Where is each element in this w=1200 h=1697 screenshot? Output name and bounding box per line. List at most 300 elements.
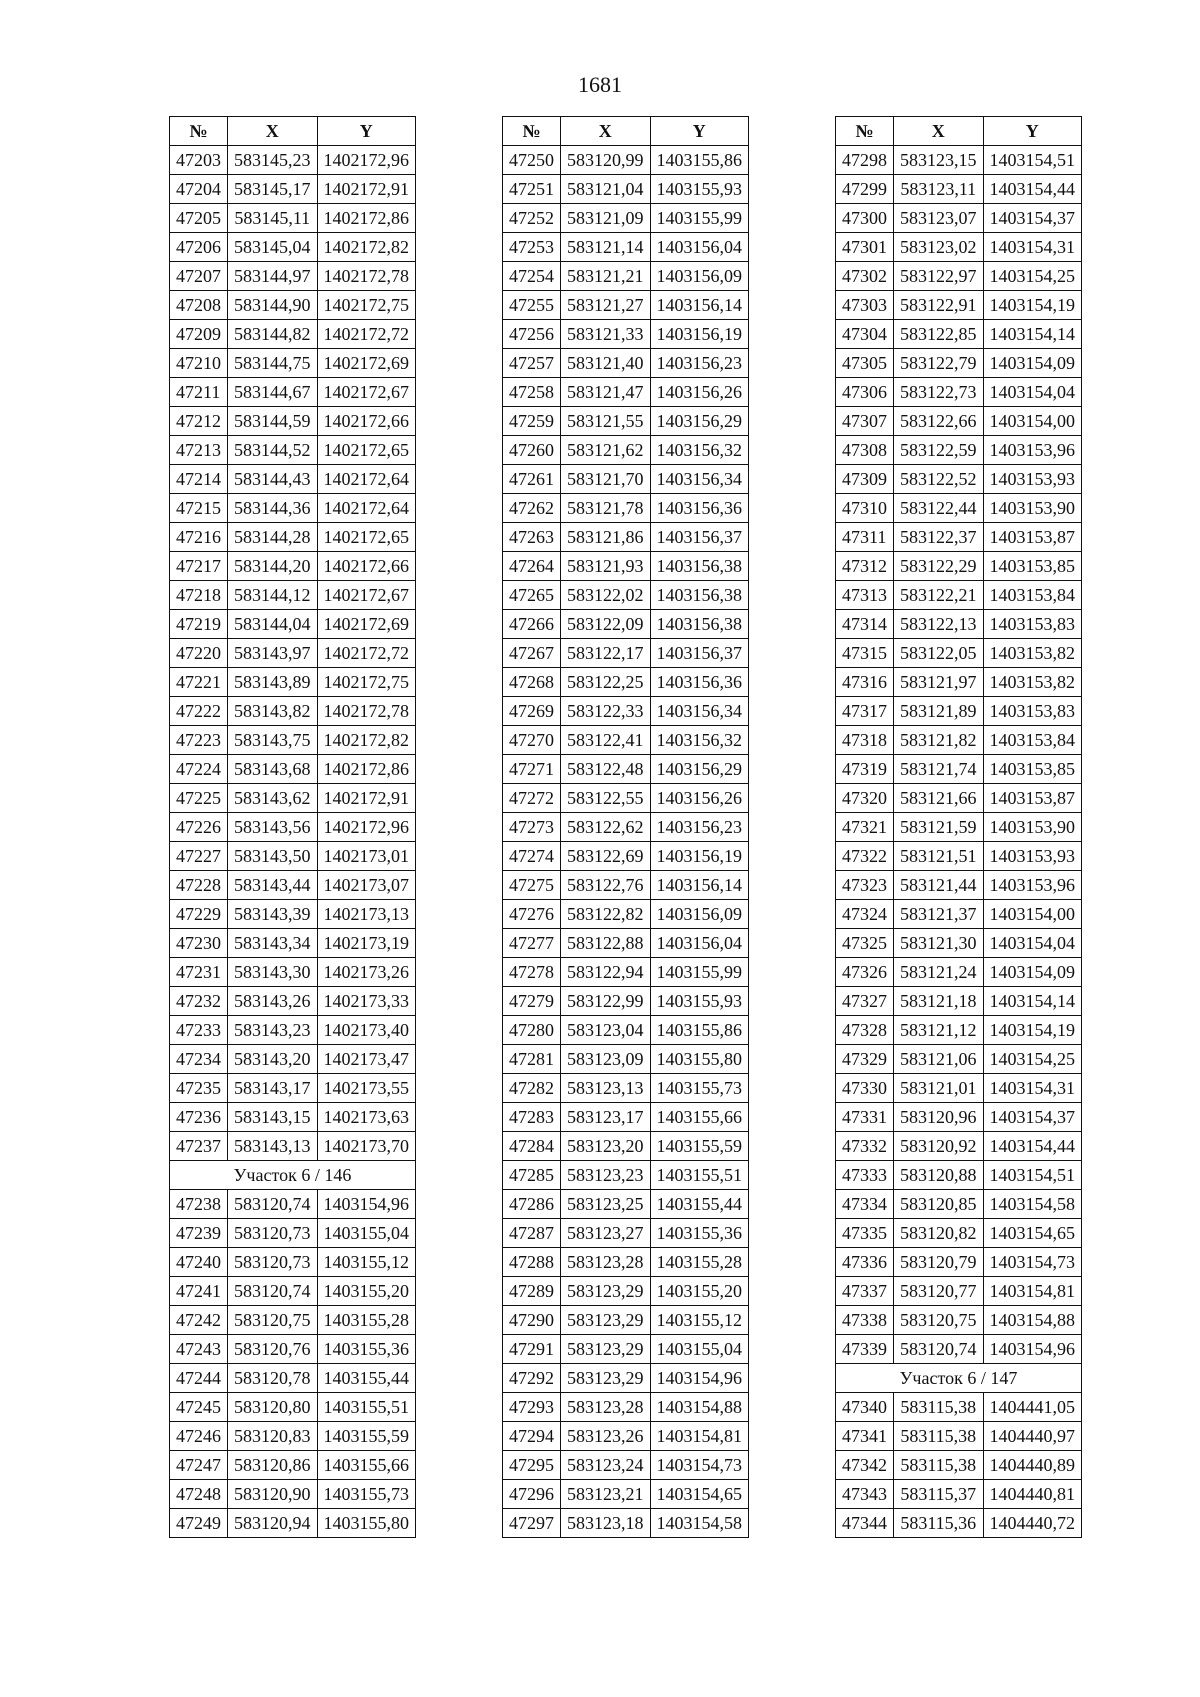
y-coordinate: 1403153,96: [983, 871, 1082, 900]
y-coordinate: 1402173,01: [317, 842, 416, 871]
y-coordinate: 1402172,78: [317, 697, 416, 726]
point-number: 47305: [836, 349, 894, 378]
point-number: 47317: [836, 697, 894, 726]
x-coordinate: 583120,77: [894, 1277, 984, 1306]
table-row: [836, 1509, 1082, 1538]
point-number: 47234: [170, 1045, 228, 1074]
x-coordinate: 583123,20: [561, 1132, 651, 1161]
y-coordinate: 1403153,84: [983, 726, 1082, 755]
table-row: [836, 465, 1082, 494]
y-coordinate: 1404440,81: [983, 1480, 1082, 1509]
table-row: [836, 1161, 1082, 1190]
header-x: X: [561, 117, 651, 146]
point-number: 47315: [836, 639, 894, 668]
y-coordinate: 1403155,73: [650, 1074, 749, 1103]
point-number: 47258: [503, 378, 561, 407]
y-coordinate: 1403154,04: [983, 378, 1082, 407]
point-number: 47213: [170, 436, 228, 465]
table-row: [503, 552, 749, 581]
x-coordinate: 583122,02: [561, 581, 651, 610]
x-coordinate: 583120,75: [894, 1306, 984, 1335]
x-coordinate: 583121,97: [894, 668, 984, 697]
point-number: 47328: [836, 1016, 894, 1045]
x-coordinate: 583123,09: [561, 1045, 651, 1074]
y-coordinate: 1403155,93: [650, 987, 749, 1016]
point-number: 47302: [836, 262, 894, 291]
x-coordinate: 583122,69: [561, 842, 651, 871]
point-number: 47249: [170, 1509, 228, 1538]
table-row: [170, 784, 416, 813]
table-row: [836, 146, 1082, 175]
x-coordinate: 583121,40: [561, 349, 651, 378]
y-coordinate: 1403154,19: [983, 291, 1082, 320]
point-number: 47299: [836, 175, 894, 204]
point-number: 47240: [170, 1248, 228, 1277]
y-coordinate: 1402173,33: [317, 987, 416, 1016]
y-coordinate: 1403156,38: [650, 552, 749, 581]
table-row: [170, 552, 416, 581]
table-row: [170, 1103, 416, 1132]
x-coordinate: 583123,18: [561, 1509, 651, 1538]
table-row: [503, 958, 749, 987]
x-coordinate: 583122,25: [561, 668, 651, 697]
x-coordinate: 583123,13: [561, 1074, 651, 1103]
table-row: [503, 1364, 749, 1393]
point-number: 47229: [170, 900, 228, 929]
y-coordinate: 1403156,36: [650, 494, 749, 523]
table-row: [170, 900, 416, 929]
x-coordinate: 583122,09: [561, 610, 651, 639]
table-row: [170, 1422, 416, 1451]
table-row: [503, 494, 749, 523]
point-number: 47215: [170, 494, 228, 523]
table-row: [170, 494, 416, 523]
point-number: 47287: [503, 1219, 561, 1248]
table-row: [170, 581, 416, 610]
y-coordinate: 1402172,72: [317, 639, 416, 668]
x-coordinate: 583122,76: [561, 871, 651, 900]
point-number: 47230: [170, 929, 228, 958]
point-number: 47342: [836, 1451, 894, 1480]
point-number: 47207: [170, 262, 228, 291]
y-coordinate: 1404440,97: [983, 1422, 1082, 1451]
y-coordinate: 1403156,09: [650, 262, 749, 291]
y-coordinate: 1403156,14: [650, 871, 749, 900]
x-coordinate: 583121,06: [894, 1045, 984, 1074]
section-row: [170, 1161, 416, 1190]
x-coordinate: 583121,66: [894, 784, 984, 813]
table-row: [170, 1509, 416, 1538]
x-coordinate: 583143,17: [228, 1074, 318, 1103]
x-coordinate: 583115,38: [894, 1393, 984, 1422]
point-number: 47226: [170, 813, 228, 842]
y-coordinate: 1402173,55: [317, 1074, 416, 1103]
table-row: [503, 697, 749, 726]
y-coordinate: 1403154,73: [650, 1451, 749, 1480]
y-coordinate: 1403156,34: [650, 465, 749, 494]
x-coordinate: 583121,93: [561, 552, 651, 581]
x-coordinate: 583122,05: [894, 639, 984, 668]
y-coordinate: 1403155,44: [650, 1190, 749, 1219]
y-coordinate: 1402172,69: [317, 349, 416, 378]
point-number: 47298: [836, 146, 894, 175]
point-number: 47233: [170, 1016, 228, 1045]
point-number: 47324: [836, 900, 894, 929]
x-coordinate: 583143,44: [228, 871, 318, 900]
x-coordinate: 583121,51: [894, 842, 984, 871]
table-row: [170, 1451, 416, 1480]
point-number: 47288: [503, 1248, 561, 1277]
y-coordinate: 1403154,37: [983, 204, 1082, 233]
y-coordinate: 1403153,84: [983, 581, 1082, 610]
x-coordinate: 583122,52: [894, 465, 984, 494]
x-coordinate: 583145,11: [228, 204, 318, 233]
x-coordinate: 583115,38: [894, 1422, 984, 1451]
section-label: Участок 6 / 147: [836, 1364, 1082, 1393]
table-row: [170, 175, 416, 204]
y-coordinate: 1402172,75: [317, 291, 416, 320]
point-number: 47329: [836, 1045, 894, 1074]
table-row: [836, 929, 1082, 958]
x-coordinate: 583144,67: [228, 378, 318, 407]
point-number: 47203: [170, 146, 228, 175]
table-row: [503, 639, 749, 668]
table-row: [170, 465, 416, 494]
point-number: 47273: [503, 813, 561, 842]
x-coordinate: 583120,80: [228, 1393, 318, 1422]
point-number: 47294: [503, 1422, 561, 1451]
y-coordinate: 1403155,04: [650, 1335, 749, 1364]
x-coordinate: 583120,85: [894, 1190, 984, 1219]
table-row: [503, 1190, 749, 1219]
table-row: [503, 900, 749, 929]
y-coordinate: 1402172,86: [317, 755, 416, 784]
table-row: [503, 291, 749, 320]
y-coordinate: 1403155,36: [650, 1219, 749, 1248]
y-coordinate: 1403153,85: [983, 552, 1082, 581]
x-coordinate: 583121,55: [561, 407, 651, 436]
y-coordinate: 1403153,90: [983, 813, 1082, 842]
table-row: [836, 639, 1082, 668]
coordinate-table-1: [169, 116, 416, 1538]
table-row: [170, 1074, 416, 1103]
point-number: 47319: [836, 755, 894, 784]
point-number: 47206: [170, 233, 228, 262]
x-coordinate: 583123,29: [561, 1277, 651, 1306]
table-row: [170, 1277, 416, 1306]
y-coordinate: 1402172,75: [317, 668, 416, 697]
x-coordinate: 583120,88: [894, 1161, 984, 1190]
table-row: [503, 1248, 749, 1277]
table-row: [836, 1451, 1082, 1480]
table-row: [503, 1132, 749, 1161]
y-coordinate: 1402172,66: [317, 407, 416, 436]
y-coordinate: 1402173,13: [317, 900, 416, 929]
x-coordinate: 583122,44: [894, 494, 984, 523]
y-coordinate: 1403154,44: [983, 1132, 1082, 1161]
table-row: [836, 697, 1082, 726]
table-row: [836, 871, 1082, 900]
table-row: [836, 1248, 1082, 1277]
header-y: Y: [650, 117, 749, 146]
y-coordinate: 1403154,00: [983, 407, 1082, 436]
y-coordinate: 1402172,72: [317, 320, 416, 349]
table-row: [503, 1306, 749, 1335]
table-row: [503, 320, 749, 349]
x-coordinate: 583143,39: [228, 900, 318, 929]
table-row: [503, 1422, 749, 1451]
table-row: [170, 233, 416, 262]
y-coordinate: 1403154,31: [983, 1074, 1082, 1103]
y-coordinate: 1402173,63: [317, 1103, 416, 1132]
table-row: [170, 639, 416, 668]
x-coordinate: 583120,86: [228, 1451, 318, 1480]
x-coordinate: 583143,26: [228, 987, 318, 1016]
table-row: [170, 349, 416, 378]
y-coordinate: 1403153,96: [983, 436, 1082, 465]
table-row: [170, 1190, 416, 1219]
y-coordinate: 1402172,96: [317, 146, 416, 175]
y-coordinate: 1403156,32: [650, 436, 749, 465]
x-coordinate: 583120,90: [228, 1480, 318, 1509]
header-number: №: [836, 117, 894, 146]
x-coordinate: 583120,73: [228, 1248, 318, 1277]
y-coordinate: 1403153,82: [983, 639, 1082, 668]
table-row: [170, 668, 416, 697]
x-coordinate: 583120,74: [894, 1335, 984, 1364]
x-coordinate: 583122,17: [561, 639, 651, 668]
point-number: 47316: [836, 668, 894, 697]
y-coordinate: 1403156,34: [650, 697, 749, 726]
x-coordinate: 583123,28: [561, 1393, 651, 1422]
y-coordinate: 1403155,20: [650, 1277, 749, 1306]
x-coordinate: 583120,76: [228, 1335, 318, 1364]
y-coordinate: 1403156,26: [650, 378, 749, 407]
table-row: [836, 1016, 1082, 1045]
table-row: [836, 1219, 1082, 1248]
point-number: 47253: [503, 233, 561, 262]
table-row: [503, 1451, 749, 1480]
table-row: [503, 987, 749, 1016]
x-coordinate: 583123,28: [561, 1248, 651, 1277]
y-coordinate: 1403155,59: [650, 1132, 749, 1161]
point-number: 47275: [503, 871, 561, 900]
x-coordinate: 583115,38: [894, 1451, 984, 1480]
x-coordinate: 583143,30: [228, 958, 318, 987]
point-number: 47274: [503, 842, 561, 871]
x-coordinate: 583144,52: [228, 436, 318, 465]
x-coordinate: 583123,21: [561, 1480, 651, 1509]
table-row: [170, 697, 416, 726]
point-number: 47296: [503, 1480, 561, 1509]
point-number: 47325: [836, 929, 894, 958]
table-row: [836, 204, 1082, 233]
x-coordinate: 583144,43: [228, 465, 318, 494]
table-row: [503, 1074, 749, 1103]
point-number: 47219: [170, 610, 228, 639]
table-row: [836, 436, 1082, 465]
y-coordinate: 1402172,78: [317, 262, 416, 291]
table-row: [503, 175, 749, 204]
table-row: [836, 610, 1082, 639]
x-coordinate: 583143,50: [228, 842, 318, 871]
table-row: [503, 233, 749, 262]
y-coordinate: 1403156,19: [650, 320, 749, 349]
table-row: [170, 291, 416, 320]
x-coordinate: 583121,18: [894, 987, 984, 1016]
section-row: [836, 1364, 1082, 1393]
table-row: [503, 929, 749, 958]
point-number: 47268: [503, 668, 561, 697]
x-coordinate: 583123,04: [561, 1016, 651, 1045]
y-coordinate: 1403156,26: [650, 784, 749, 813]
y-coordinate: 1403154,58: [983, 1190, 1082, 1219]
y-coordinate: 1403153,87: [983, 784, 1082, 813]
point-number: 47270: [503, 726, 561, 755]
table-row: [170, 726, 416, 755]
y-coordinate: 1403155,80: [650, 1045, 749, 1074]
x-coordinate: 583143,97: [228, 639, 318, 668]
table-header-row: [170, 117, 416, 146]
y-coordinate: 1403156,38: [650, 610, 749, 639]
point-number: 47224: [170, 755, 228, 784]
x-coordinate: 583121,86: [561, 523, 651, 552]
y-coordinate: 1402172,64: [317, 494, 416, 523]
table-row: [836, 552, 1082, 581]
y-coordinate: 1403155,44: [317, 1364, 416, 1393]
x-coordinate: 583120,75: [228, 1306, 318, 1335]
x-coordinate: 583144,59: [228, 407, 318, 436]
y-coordinate: 1403155,86: [650, 146, 749, 175]
y-coordinate: 1402172,65: [317, 436, 416, 465]
y-coordinate: 1403154,88: [650, 1393, 749, 1422]
point-number: 47300: [836, 204, 894, 233]
y-coordinate: 1403153,93: [983, 842, 1082, 871]
x-coordinate: 583123,29: [561, 1306, 651, 1335]
table-row: [836, 987, 1082, 1016]
x-coordinate: 583120,82: [894, 1219, 984, 1248]
table-row: [503, 1509, 749, 1538]
x-coordinate: 583120,92: [894, 1132, 984, 1161]
table-row: [836, 1045, 1082, 1074]
point-number: 47290: [503, 1306, 561, 1335]
x-coordinate: 583122,13: [894, 610, 984, 639]
point-number: 47243: [170, 1335, 228, 1364]
table-row: [836, 1190, 1082, 1219]
y-coordinate: 1403156,36: [650, 668, 749, 697]
y-coordinate: 1403154,65: [650, 1480, 749, 1509]
table-row: [503, 668, 749, 697]
y-coordinate: 1403154,31: [983, 233, 1082, 262]
table-row: [836, 1074, 1082, 1103]
x-coordinate: 583123,29: [561, 1364, 651, 1393]
y-coordinate: 1404440,72: [983, 1509, 1082, 1538]
x-coordinate: 583145,04: [228, 233, 318, 262]
point-number: 47286: [503, 1190, 561, 1219]
x-coordinate: 583122,29: [894, 552, 984, 581]
x-coordinate: 583123,07: [894, 204, 984, 233]
x-coordinate: 583122,41: [561, 726, 651, 755]
x-coordinate: 583144,36: [228, 494, 318, 523]
y-coordinate: 1402173,07: [317, 871, 416, 900]
y-coordinate: 1402172,67: [317, 378, 416, 407]
y-coordinate: 1404440,89: [983, 1451, 1082, 1480]
x-coordinate: 583121,47: [561, 378, 651, 407]
y-coordinate: 1403154,14: [983, 320, 1082, 349]
point-number: 47266: [503, 610, 561, 639]
point-number: 47293: [503, 1393, 561, 1422]
table-row: [503, 581, 749, 610]
point-number: 47332: [836, 1132, 894, 1161]
y-coordinate: 1402172,66: [317, 552, 416, 581]
header-x: X: [894, 117, 984, 146]
point-number: 47311: [836, 523, 894, 552]
y-coordinate: 1403154,44: [983, 175, 1082, 204]
point-number: 47204: [170, 175, 228, 204]
point-number: 47211: [170, 378, 228, 407]
table-row: [503, 1161, 749, 1190]
point-number: 47231: [170, 958, 228, 987]
point-number: 47337: [836, 1277, 894, 1306]
x-coordinate: 583122,91: [894, 291, 984, 320]
y-coordinate: 1403154,96: [317, 1190, 416, 1219]
point-number: 47255: [503, 291, 561, 320]
header-number: №: [503, 117, 561, 146]
y-coordinate: 1403155,99: [650, 204, 749, 233]
point-number: 47285: [503, 1161, 561, 1190]
point-number: 47309: [836, 465, 894, 494]
x-coordinate: 583121,12: [894, 1016, 984, 1045]
table-row: [170, 1335, 416, 1364]
table-row: [170, 610, 416, 639]
x-coordinate: 583122,55: [561, 784, 651, 813]
x-coordinate: 583115,36: [894, 1509, 984, 1538]
point-number: 47289: [503, 1277, 561, 1306]
y-coordinate: 1403155,66: [650, 1103, 749, 1132]
point-number: 47209: [170, 320, 228, 349]
x-coordinate: 583122,99: [561, 987, 651, 1016]
table-row: [836, 233, 1082, 262]
x-coordinate: 583143,13: [228, 1132, 318, 1161]
x-coordinate: 583144,28: [228, 523, 318, 552]
point-number: 47259: [503, 407, 561, 436]
y-coordinate: 1402172,69: [317, 610, 416, 639]
point-number: 47236: [170, 1103, 228, 1132]
point-number: 47263: [503, 523, 561, 552]
point-number: 47340: [836, 1393, 894, 1422]
x-coordinate: 583121,33: [561, 320, 651, 349]
x-coordinate: 583123,26: [561, 1422, 651, 1451]
point-number: 47304: [836, 320, 894, 349]
table-row: [836, 378, 1082, 407]
point-number: 47260: [503, 436, 561, 465]
x-coordinate: 583123,11: [894, 175, 984, 204]
y-coordinate: 1402172,64: [317, 465, 416, 494]
x-coordinate: 583121,04: [561, 175, 651, 204]
x-coordinate: 583122,66: [894, 407, 984, 436]
table-row: [836, 1306, 1082, 1335]
y-coordinate: 1403155,20: [317, 1277, 416, 1306]
header-y: Y: [983, 117, 1082, 146]
x-coordinate: 583115,37: [894, 1480, 984, 1509]
table-row: [170, 320, 416, 349]
table-row: [836, 1393, 1082, 1422]
y-coordinate: 1403154,09: [983, 958, 1082, 987]
table-row: [170, 958, 416, 987]
table-row: [836, 523, 1082, 552]
table-row: [503, 204, 749, 233]
x-coordinate: 583144,97: [228, 262, 318, 291]
